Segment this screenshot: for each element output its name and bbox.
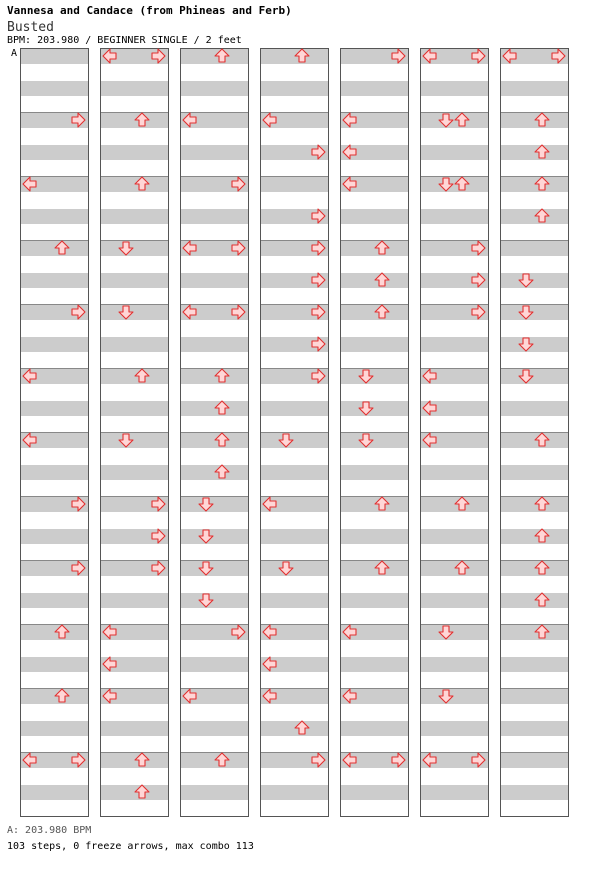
stripe-row <box>20 465 88 480</box>
stripe-row <box>100 241 168 256</box>
stripe-row <box>180 529 248 544</box>
stripe-row <box>340 209 408 224</box>
stripe-row <box>100 721 168 736</box>
stripe-row <box>100 369 168 384</box>
stripe-row <box>340 561 408 576</box>
stripe-row <box>180 785 248 800</box>
stripe-row <box>180 561 248 576</box>
stripe-row <box>260 465 328 480</box>
stripe-row <box>340 369 408 384</box>
stripe-row <box>500 81 568 96</box>
stripe-row <box>180 657 248 672</box>
stripe-row <box>100 177 168 192</box>
stripe-row <box>20 625 88 640</box>
stripe-row <box>340 497 408 512</box>
stripe-row <box>340 305 408 320</box>
stripe-row <box>20 785 88 800</box>
stripe-row <box>260 177 328 192</box>
stripe-row <box>260 561 328 576</box>
stripe-row <box>260 401 328 416</box>
stripe-row <box>500 145 568 160</box>
chart-column-6 <box>500 49 569 817</box>
stripe-row <box>420 561 488 576</box>
chart-column-0 <box>20 49 89 817</box>
stripe-row <box>420 785 488 800</box>
stripe-row <box>500 593 568 608</box>
stripe-row <box>500 497 568 512</box>
stripe-row <box>20 689 88 704</box>
stripe-row <box>100 113 168 128</box>
stripe-row <box>500 689 568 704</box>
stripe-row <box>20 529 88 544</box>
stripe-row <box>340 241 408 256</box>
stripe-row <box>500 785 568 800</box>
stripe-row <box>100 81 168 96</box>
song-subtitle: Busted <box>7 20 54 35</box>
stripe-row <box>500 721 568 736</box>
stripe-row <box>500 241 568 256</box>
stripe-row <box>180 145 248 160</box>
stripe-row <box>340 529 408 544</box>
stripe-row <box>420 209 488 224</box>
stripe-row <box>420 625 488 640</box>
stripe-row <box>100 785 168 800</box>
stripe-row <box>100 465 168 480</box>
stripe-row <box>180 433 248 448</box>
stripe-row <box>180 401 248 416</box>
stripe-row <box>180 369 248 384</box>
chart-column-5 <box>420 49 489 817</box>
stripe-row <box>500 177 568 192</box>
stripe-row <box>260 593 328 608</box>
stripe-row <box>340 337 408 352</box>
stripe-row <box>260 433 328 448</box>
stripe-row <box>420 657 488 672</box>
stripe-row <box>500 657 568 672</box>
stripe-row <box>340 721 408 736</box>
stripe-row <box>100 401 168 416</box>
section-label: A <box>11 48 18 59</box>
stripe-row <box>340 81 408 96</box>
stripe-row <box>420 721 488 736</box>
stripe-row <box>180 273 248 288</box>
stripe-row <box>20 657 88 672</box>
stripe-row <box>500 625 568 640</box>
stripe-row <box>20 145 88 160</box>
stripe-row <box>340 593 408 608</box>
stripe-row <box>260 49 328 64</box>
stripe-row <box>500 529 568 544</box>
stripe-row <box>420 113 488 128</box>
stripe-row <box>500 113 568 128</box>
stripe-row <box>20 721 88 736</box>
stripe-row <box>260 785 328 800</box>
stripe-row <box>100 337 168 352</box>
stripe-row <box>260 81 328 96</box>
stripe-row <box>500 273 568 288</box>
stripe-row <box>20 241 88 256</box>
stripe-row <box>420 145 488 160</box>
stripe-row <box>500 337 568 352</box>
stripe-row <box>100 593 168 608</box>
stripe-row <box>180 49 248 64</box>
stripe-row <box>100 273 168 288</box>
stripe-row <box>340 465 408 480</box>
stripe-row <box>420 529 488 544</box>
stripe-row <box>20 593 88 608</box>
stripe-row <box>340 657 408 672</box>
stripe-row <box>100 433 168 448</box>
stripe-row <box>500 401 568 416</box>
stripe-row <box>500 753 568 768</box>
stripe-row <box>500 465 568 480</box>
stripe-row <box>500 561 568 576</box>
stripe-row <box>20 209 88 224</box>
stripe-row <box>420 497 488 512</box>
chart-info: BPM: 203.980 / BEGINNER SINGLE / 2 feet <box>7 35 242 46</box>
stripe-row <box>180 465 248 480</box>
stripe-row <box>20 401 88 416</box>
song-title: Vannesa and Candace (from Phineas and Ferb) <box>7 4 292 17</box>
stripe-row <box>180 721 248 736</box>
stripe-row <box>420 689 488 704</box>
bpm-legend: A: 203.980 BPM <box>7 825 92 836</box>
stripe-row <box>260 721 328 736</box>
stripe-row <box>180 753 248 768</box>
stripe-row <box>180 593 248 608</box>
stripe-row <box>100 145 168 160</box>
stripe-row <box>100 209 168 224</box>
stripe-row <box>420 337 488 352</box>
stripe-row <box>340 785 408 800</box>
stripe-row <box>500 305 568 320</box>
stripe-row <box>180 337 248 352</box>
stripe-row <box>20 81 88 96</box>
stripe-row <box>20 49 88 64</box>
stripe-row <box>20 337 88 352</box>
stripe-row <box>260 529 328 544</box>
stripe-row <box>500 433 568 448</box>
stripe-row <box>340 401 408 416</box>
stripe-row <box>340 433 408 448</box>
stripe-row <box>340 273 408 288</box>
stripe-row <box>180 497 248 512</box>
stripe-row <box>420 465 488 480</box>
stripe-row <box>500 209 568 224</box>
stripe-row <box>180 209 248 224</box>
stripe-row <box>420 81 488 96</box>
stripe-row <box>20 273 88 288</box>
stripe-row <box>100 305 168 320</box>
stripe-row <box>420 177 488 192</box>
stripe-row <box>500 369 568 384</box>
stripe-row <box>420 593 488 608</box>
stripe-row <box>100 753 168 768</box>
step-stats: 103 steps, 0 freeze arrows, max combo 113 <box>7 841 254 852</box>
stripe-row <box>180 81 248 96</box>
